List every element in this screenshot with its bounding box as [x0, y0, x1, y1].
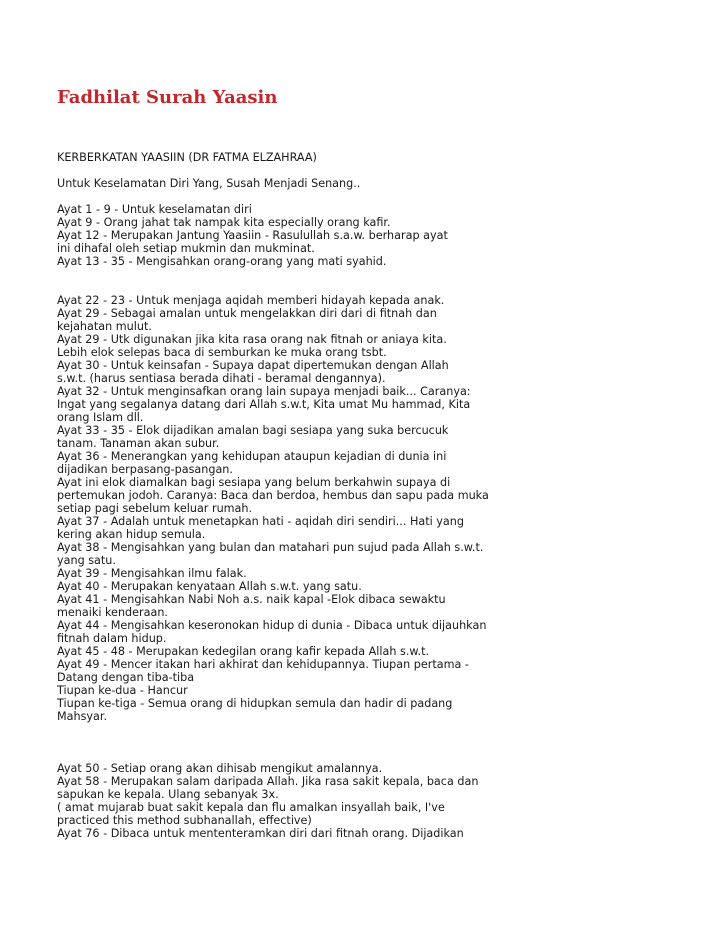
text-line: Ayat 40 - Merupakan kenyataan Allah s.w.t. yang satu.	[57, 580, 362, 593]
text-line: Ayat 36 - Menerangkan yang kehidupan ataupun kejadian di dunia ini	[57, 450, 447, 463]
document-title: Fadhilat Surah Yaasin	[57, 87, 278, 108]
paragraph-block-1	[57, 203, 448, 268]
text-line: kering akan hidup semula.	[57, 528, 206, 541]
text-line: yang satu.	[57, 554, 116, 567]
text-line: Ayat 58 - Merupakan salam daripada Allah. Jika rasa sakit kepala, baca dan	[57, 775, 479, 788]
text-line: Tiupan ke-tiga - Semua orang di hidupkan semula dan hadir di padang	[57, 697, 453, 710]
text-line: ( amat mujarab buat sakit kepala dan flu amalkan insyallah baik, I've	[57, 801, 445, 814]
text-line: Ayat 44 - Mengisahkan keseronokan hidup di dunia - Dibaca untuk dijauhkan	[57, 619, 487, 632]
paragraph-block-2	[57, 294, 489, 723]
text-line: Ayat 33 - 35 - Elok dijadikan amalan bagi sesiapa yang suka bercucuk	[57, 424, 449, 437]
text-line: Datang dengan tiba-tiba	[57, 671, 195, 684]
text-line: ini dihafal oleh setiap mukmin dan mukminat.	[57, 242, 315, 255]
text-line: orang Islam dll.	[57, 411, 144, 424]
text-line: Lebih elok selepas baca di semburkan ke muka orang tsbt.	[57, 346, 387, 359]
text-line: practiced this method subhanallah, effective)	[57, 814, 312, 827]
text-line: Tiupan ke-dua - Hancur	[57, 684, 188, 697]
text-line: Ayat 30 - Untuk keinsafan - Supaya dapat dipertemukan dengan Allah	[57, 359, 449, 372]
text-line: fitnah dalam hidup.	[57, 632, 167, 645]
text-line: Mahsyar.	[57, 710, 108, 723]
text-line: Ayat 50 - Setiap orang akan dihisab mengikut amalannya.	[57, 762, 383, 775]
text-line: dijadikan berpasang-pasangan.	[57, 463, 233, 476]
text-line: Ayat 45 - 48 - Merupakan kedegilan orang kafir kepada Allah s.w.t.	[57, 645, 430, 658]
text-line: Ayat 76 - Dibaca untuk mententeramkan diri dari fitnah orang. Dijadikan	[57, 827, 464, 840]
subtitle-line	[57, 177, 360, 190]
text-line: Ayat 22 - 23 - Untuk menjaga aqidah memberi hidayah kepada anak.	[57, 294, 445, 307]
text-line: setiap pagi sebelum keluar rumah.	[57, 502, 253, 515]
text-line: Ayat 12 - Merupakan Jantung Yaasiin - Rasulullah s.a.w. berharap ayat	[57, 229, 448, 242]
text-line: Ayat 39 - Mengisahkan ilmu falak.	[57, 567, 247, 580]
text-line: Ayat 9 - Orang jahat tak nampak kita especially orang kafir.	[57, 216, 391, 229]
text-line: Ayat 38 - Mengisahkan yang bulan dan matahari pun sujud pada Allah s.w.t.	[57, 541, 484, 554]
text-line: tanam. Tanaman akan subur.	[57, 437, 220, 450]
text-line: menaiki kenderaan.	[57, 606, 168, 619]
text-line: Ayat 41 - Mengisahkan Nabi Noh a.s. naik kapal -Elok dibaca sewaktu	[57, 593, 446, 606]
text-line: Ayat 1 - 9 - Untuk keselamatan diri	[57, 203, 252, 216]
text-line: Ayat 37 - Adalah untuk menetapkan hati - aqidah diri sendiri... Hati yang	[57, 515, 464, 528]
text-line: Ingat yang segalanya datang dari Allah s.w.t, Kita umat Mu hammad, Kita	[57, 398, 471, 411]
text-line: sapukan ke kepala. Ulang sebanyak 3x.	[57, 788, 279, 801]
text-line: Ayat 29 - Utk digunakan jika kita rasa orang nak fitnah or aniaya kita.	[57, 333, 447, 346]
header-line	[57, 151, 317, 164]
text-line: Ayat 49 - Mencer itakan hari akhirat dan kehidupannya. Tiupan pertama -	[57, 658, 469, 671]
text-line: pertemukan jodoh. Caranya: Baca dan berdoa, hembus dan sapu pada muka	[57, 489, 489, 502]
text-line: Ayat ini elok diamalkan bagi sesiapa yang belum berkahwin supaya di	[57, 476, 451, 489]
paragraph-block-3	[57, 762, 478, 840]
text-line: Ayat 29 - Sebagai amalan untuk mengelakkan diri dari di fitnah dan	[57, 307, 437, 320]
text-line: s.w.t. (harus sentiasa berada dihati - beramal dengannya).	[57, 372, 386, 385]
text-line: kejahatan mulut.	[57, 320, 152, 333]
subtitle-text: Untuk Keselamatan Diri Yang, Susah Menjadi Senang..	[57, 177, 361, 190]
text-line: Ayat 32 - Untuk menginsafkan orang lain supaya menjadi baik... Caranya:	[57, 385, 471, 398]
text-line: Ayat 13 - 35 - Mengisahkan orang-orang yang mati syahid.	[57, 255, 387, 268]
header-text: KERBERKATAN YAASIIN (DR FATMA ELZAHRAA)	[57, 151, 317, 164]
